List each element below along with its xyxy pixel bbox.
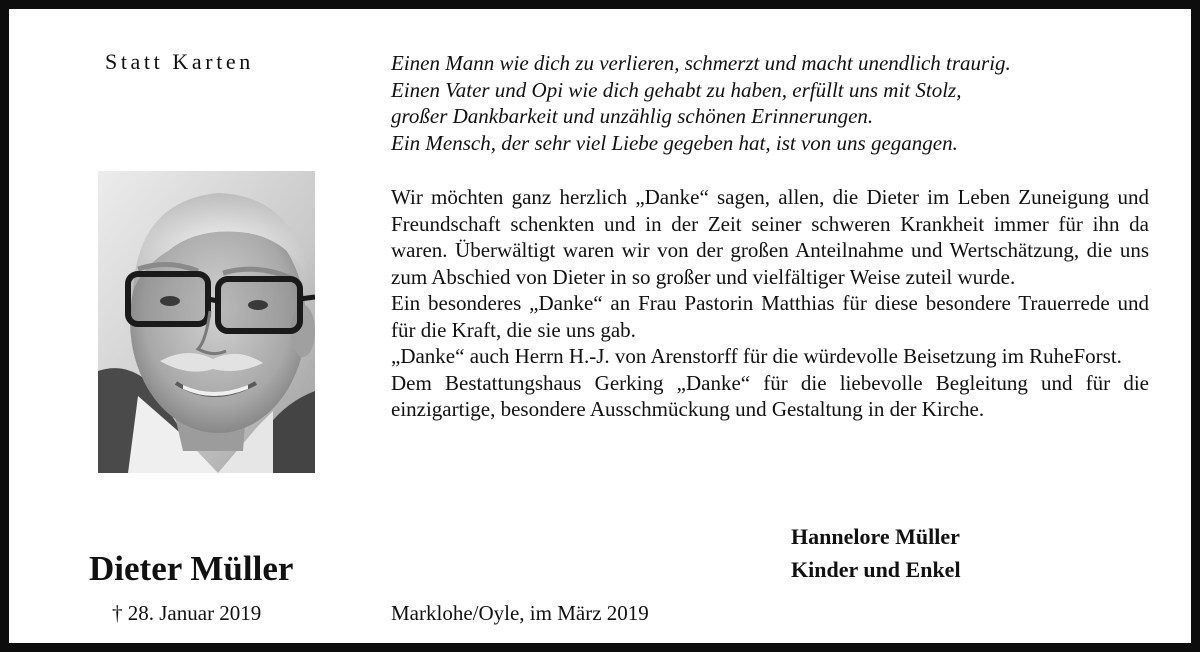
statt-karten-label: Statt Karten <box>105 49 254 74</box>
verse-line: Ein Mensch, der sehr viel Liebe gegeben hat, ist von uns gegangen. <box>391 130 958 155</box>
thank-you-paragraph: Ein besonderes „Danke“ an Frau Pastorin Matthias für diese besondere Trauerrede und für die Kraft, die sie uns gab. <box>391 291 1149 342</box>
thank-you-paragraph: „Danke“ auch Herrn H.-J. von Arenstorff für die würdevolle Beisetzung im RuheForst. <box>391 344 1122 368</box>
thank-you-paragraph: Dem Bestattungshaus Gerking „Danke“ für die liebevolle Begleitung und für die einzigartige, besondere Ausschmückung und Gestaltung in der Kirche. <box>391 370 1149 421</box>
deceased-name: Dieter Müller <box>89 549 294 588</box>
portrait-image <box>98 171 315 473</box>
thank-you-paragraph: Wir möchten ganz herzlich „Danke“ sagen, allen, die Dieter im Leben Zuneigung und Freundschaft schenkten und in der Zeit seiner schweren Krankheit immer für ihn da waren. Überwältigt waren wir von der großen Anteilnahme und Wertschätzung, die uns zum Abschied von Dieter in so großer und vielfältiger Weise zuteil wurde. <box>391 185 1149 289</box>
thank-you-text <box>391 184 1149 423</box>
signature-line: Kinder und Enkel <box>791 557 961 582</box>
memorial-verse <box>391 50 1011 156</box>
verse-line: Einen Mann wie dich zu verlieren, schmerzt und macht unendlich traurig. <box>391 51 1011 75</box>
verse-line: Einen Vater und Opi wie dich gehabt zu haben, erfüllt uns mit Stolz, <box>391 77 962 102</box>
signature-line: Hannelore Müller <box>791 524 960 549</box>
place-date: Marklohe/Oyle, im März 2019 <box>391 601 649 625</box>
verse-line: großer Dankbarkeit und unzählig schönen Erinnerungen. <box>391 104 874 128</box>
death-date: † 28. Januar 2019 <box>112 601 262 625</box>
signature-block <box>791 520 961 586</box>
portrait-photo <box>98 171 315 473</box>
